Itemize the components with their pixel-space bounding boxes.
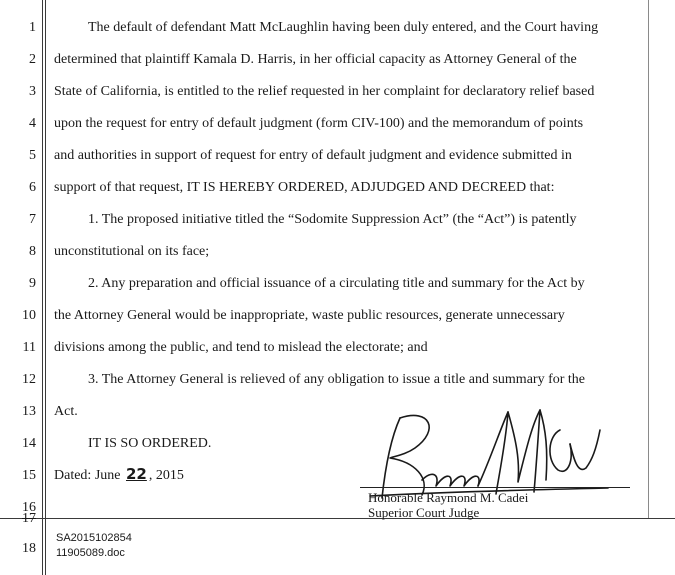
line-number: 8 xyxy=(29,244,36,259)
line-number: 11 xyxy=(22,340,36,355)
date-line xyxy=(54,466,184,484)
signature-line xyxy=(360,487,630,488)
judge-name: Honorable Raymond M. Cadei xyxy=(368,490,529,505)
body-line-10: the Attorney General would be inappropriate, waste public resources, generate unnecessary xyxy=(54,308,565,323)
line-number: 3 xyxy=(29,84,36,99)
line-number: 1 xyxy=(29,20,36,35)
body-line-6: support of that request, IT IS HEREBY ORDERED, ADJUDGED AND DECREED that: xyxy=(54,180,555,195)
line-number: 5 xyxy=(29,148,36,163)
line-number: 16 xyxy=(22,500,36,515)
body-line-11: divisions among the public, and tend to mislead the electorate; and xyxy=(54,340,428,355)
line-number: 12 xyxy=(22,372,36,387)
line-number: 2 xyxy=(29,52,36,67)
body-line-1: The default of defendant Matt McLaughlin having been duly entered, and the Court having xyxy=(88,20,599,35)
date-day: 22 xyxy=(125,465,147,483)
order-item-3: 3. The Attorney General is relieved of any obligation to issue a title and summary for the xyxy=(88,372,585,387)
line-number: 10 xyxy=(22,308,36,323)
judge-title: Superior Court Judge xyxy=(368,505,480,520)
left-margin-rule-inner xyxy=(45,0,46,575)
left-margin-rule xyxy=(42,0,43,575)
document-filename: 11905089.doc xyxy=(56,547,125,559)
right-margin-rule xyxy=(648,0,649,518)
body-line-4: upon the request for entry of default judgment (form CIV-100) and the memorandum of points xyxy=(54,116,584,131)
line-number: 13 xyxy=(22,404,36,419)
case-number: SA2015102854 xyxy=(56,532,132,544)
body-line-2: determined that plaintiff Kamala D. Harris, in her official capacity as Attorney General of the xyxy=(54,52,577,67)
line-number: 4 xyxy=(29,116,36,131)
so-ordered: IT IS SO ORDERED. xyxy=(88,436,212,451)
body-line-3: State of California, is entitled to the relief requested in her complaint for declaratory relief based xyxy=(54,84,595,99)
line-number: 14 xyxy=(22,436,36,451)
line-number: 6 xyxy=(29,180,36,195)
date-prefix: Dated: June xyxy=(54,468,121,483)
footer-rule xyxy=(0,518,675,519)
body-line-8: unconstitutional on its face; xyxy=(54,244,210,259)
date-suffix: , 2015 xyxy=(148,468,184,483)
body-line-5: and authorities in support of request for entry of default judgment and evidence submitted in xyxy=(54,148,572,163)
order-item-2: 2. Any preparation and official issuance of a circulating title and summary for the Act by xyxy=(88,276,585,291)
line-number: 9 xyxy=(29,276,36,291)
line-number: 18 xyxy=(22,541,36,556)
order-item-1: 1. The proposed initiative titled the “Sodomite Suppression Act” (the “Act”) is patently xyxy=(88,212,577,227)
line-number: 15 xyxy=(22,468,36,483)
line-number: 17 xyxy=(22,511,36,526)
body-line-13: Act. xyxy=(54,404,78,419)
line-number: 7 xyxy=(29,212,36,227)
